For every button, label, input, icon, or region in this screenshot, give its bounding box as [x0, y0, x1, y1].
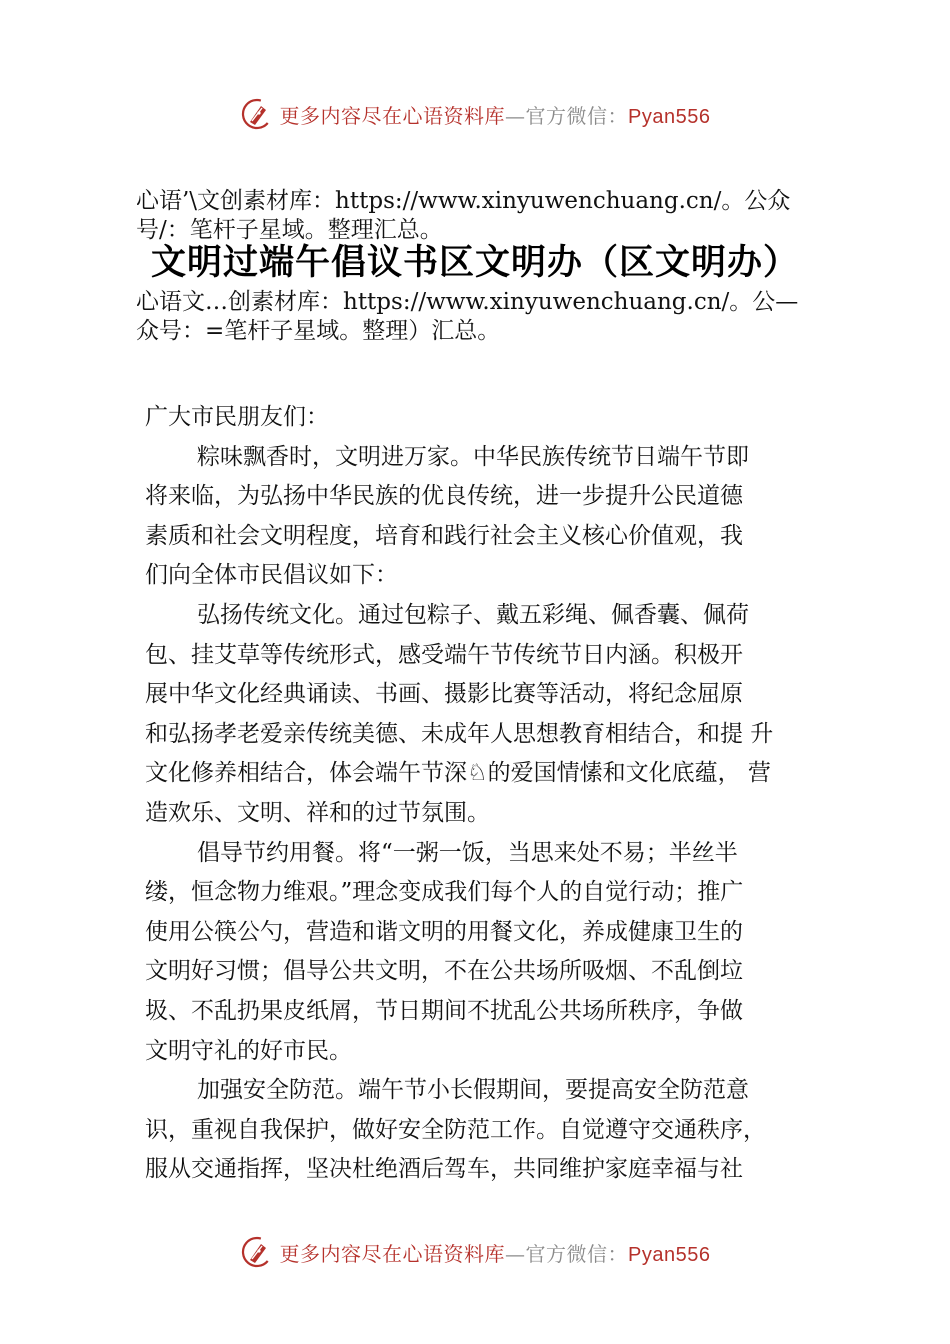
paragraph-line: 识，重视自我保护，做好安全防范工作。自觉遵守交通秩序，: [145, 1116, 766, 1143]
footer-banner: [0, 1232, 950, 1272]
paragraph-line: 文明守礼的好市民。: [145, 1037, 352, 1064]
document-body: [145, 398, 835, 1190]
paragraph-line: 使用公筷公勺，营造和谐文明的用餐文化，养成健康卫生的: [145, 918, 743, 945]
paragraph-culture: [145, 596, 835, 834]
paragraph-intro: [145, 438, 835, 596]
paragraph-line: 和弘扬孝老爱亲传统美德、未成年人思想教育相结合，和提 升: [145, 720, 774, 747]
banner-contact-id: Pyan556: [628, 105, 711, 128]
paragraph-line: 粽味飘香时，文明进万家。中华民族传统节日端午节即: [197, 443, 749, 470]
watermark-mid-line-1: 心语文…创素材库：https://www.xinyuwenchuang.cn/。公—: [136, 289, 799, 315]
paragraph-line: 包、挂艾草等传统形式，感受端午节传统节日内涵。积极开: [145, 641, 743, 668]
fountain-pen-logo-icon: [240, 1235, 274, 1269]
banner-text: [280, 1238, 711, 1267]
paragraph-line: 文化修养相结合，体会端午节深♘的爱国情愫和文化底蕴， 营: [145, 760, 771, 787]
banner-contact-label: 官方微信：: [525, 103, 629, 128]
watermark-top-line-2: 号/：笔杆子星域。整理汇总。: [136, 217, 443, 243]
paragraph-line: 们向全体市民倡议如下：: [145, 562, 398, 589]
paragraph-line: 将来临，为弘扬中华民族的优良传统，进一步提升公民道德: [145, 483, 743, 510]
watermark-top-line-1: 心语’\文创素材库：https://www.xinyuwenchuang.cn/。公众: [136, 188, 791, 214]
banner-main-text: 更多内容尽在心语资料库: [279, 103, 506, 128]
paragraph-line: 加强安全防范。端午节小长假期间，要提高安全防范意: [197, 1077, 749, 1104]
paragraph-line: 素质和社会文明程度，培育和践行社会主义核心价值观，我: [145, 522, 743, 549]
banner-contact-id: Pyan556: [628, 1243, 711, 1266]
banner-contact-label: 官方微信：: [525, 1241, 629, 1266]
paragraph-line: 文明好习惯；倡导公共文明，不在公共场所吸烟、不乱倒垃: [145, 958, 743, 985]
watermark-text-mid: [136, 288, 836, 346]
banner-dash: —: [505, 1241, 526, 1266]
paragraph-line: 造欢乐、文明、祥和的过节氛围。: [145, 799, 490, 826]
paragraph-line: 弘扬传统文化。通过包粽子、戴五彩绳、佩香囊、佩荷: [197, 601, 749, 628]
document-title: 文明过端午倡议书区文明办（区文明办）: [150, 242, 799, 283]
paragraph-dining: [145, 834, 835, 1072]
paragraph-safety: [145, 1071, 835, 1190]
paragraph-line: 服从交通指挥，坚决杜绝酒后驾车，共同维护家庭幸福与社: [145, 1156, 743, 1183]
watermark-mid-line-2: 众号：=笔杆子星域。整理）汇总。: [136, 318, 501, 344]
banner-main-text: 更多内容尽在心语资料库: [279, 1241, 506, 1266]
paragraph-line: 缕，恒念物力维艰。”理念变成我们每个人的自觉行动；推广: [145, 879, 744, 906]
paragraph-line: 展中华文化经典诵读、书画、摄影比赛等活动，将纪念屈原: [145, 681, 743, 708]
watermark-text-top: [136, 187, 836, 245]
paragraph-line: 圾、不乱扔果皮纸屑，节日期间不扰乱公共场所秩序，争做: [145, 997, 743, 1024]
header-banner: [0, 94, 950, 134]
fountain-pen-logo-icon: [240, 97, 274, 131]
paragraph-line: 倡导节约用餐。将“一粥一饭，当思来处不易；半丝半: [197, 839, 738, 866]
banner-text: [280, 100, 711, 129]
salutation: 广大市民朋友们：: [145, 404, 329, 430]
banner-dash: —: [505, 103, 526, 128]
